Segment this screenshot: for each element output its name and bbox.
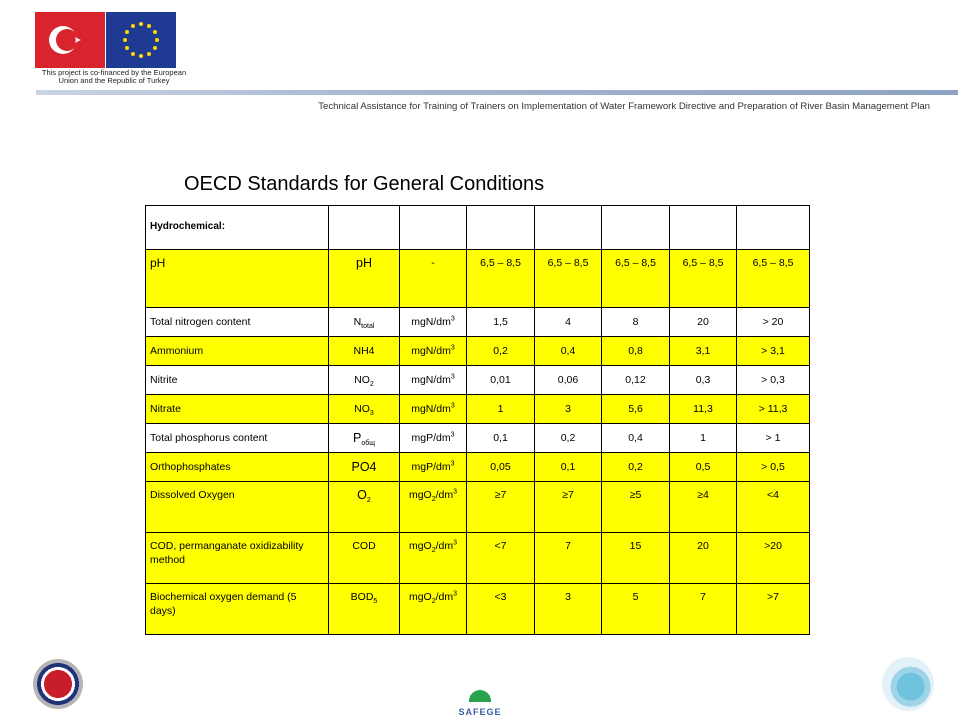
parameter-cell bbox=[146, 584, 329, 635]
unit-text: mgO bbox=[408, 489, 432, 501]
symbol-text: NO bbox=[354, 374, 370, 386]
header-label: Hydrochemical: bbox=[146, 206, 329, 250]
class-value: 5 bbox=[632, 591, 639, 603]
symbol-cell bbox=[329, 424, 400, 453]
symbol-text: N bbox=[353, 316, 362, 328]
value-cell bbox=[670, 424, 737, 453]
class-value: 0,2 bbox=[628, 461, 643, 473]
symbol-subscript: 5 bbox=[373, 598, 378, 606]
parameter-cell bbox=[146, 453, 329, 482]
value-cell bbox=[737, 584, 810, 635]
table-row bbox=[146, 395, 810, 424]
class-value: 3,1 bbox=[695, 345, 711, 357]
cfcu-logo bbox=[33, 659, 83, 709]
unit-superscript: 3 bbox=[450, 344, 455, 352]
parameter-name: Total phosphorus content bbox=[150, 432, 268, 444]
table-row bbox=[146, 250, 810, 308]
page-title: OECD Standards for General Conditions bbox=[184, 173, 545, 195]
class-value: ≥7 bbox=[494, 489, 507, 501]
turkey-flag-logo bbox=[35, 12, 105, 68]
unit-cell bbox=[400, 308, 467, 337]
class-value: 20 bbox=[697, 316, 709, 328]
safege-wordmark: SAFEGE bbox=[458, 707, 502, 717]
unit-superscript: 3 bbox=[453, 539, 458, 547]
header-cell bbox=[670, 206, 737, 250]
unit-tail: /dm bbox=[435, 591, 454, 603]
table-row bbox=[146, 337, 810, 366]
header-cell bbox=[329, 206, 400, 250]
value-cell bbox=[737, 533, 810, 584]
class-value: > 1 bbox=[765, 432, 781, 444]
table-row bbox=[146, 424, 810, 453]
class-value: 0,1 bbox=[493, 432, 508, 444]
value-cell bbox=[535, 482, 602, 533]
class-value: 0,12 bbox=[625, 374, 646, 386]
symbol-text: O bbox=[357, 488, 367, 502]
unit-text: mgO bbox=[408, 591, 432, 603]
unit-superscript: 3 bbox=[453, 590, 458, 598]
value-cell bbox=[535, 366, 602, 395]
class-value: >20 bbox=[764, 540, 782, 552]
parameter-cell bbox=[146, 250, 329, 308]
unit-tail: /dm bbox=[435, 540, 454, 552]
class-value: 0,2 bbox=[493, 345, 508, 357]
value-cell bbox=[535, 453, 602, 482]
unit-superscript: 3 bbox=[453, 488, 458, 496]
class-value: 1,5 bbox=[493, 316, 508, 328]
class-value: 0,5 bbox=[695, 461, 711, 473]
class-value: > 3,1 bbox=[761, 345, 785, 357]
value-cell bbox=[535, 250, 602, 308]
parameter-cell bbox=[146, 337, 329, 366]
table-header-row bbox=[146, 206, 810, 250]
table-row bbox=[146, 482, 810, 533]
value-cell bbox=[602, 482, 670, 533]
class-value: 0,01 bbox=[490, 374, 511, 386]
symbol-text: COD bbox=[352, 540, 376, 552]
table-row bbox=[146, 533, 810, 584]
symbol-subscript: общ bbox=[361, 439, 375, 447]
symbol-cell bbox=[329, 250, 400, 308]
unit-cell bbox=[400, 395, 467, 424]
symbol-text: pH bbox=[356, 256, 372, 270]
unit-text: mgN/dm bbox=[411, 374, 451, 386]
value-cell bbox=[737, 308, 810, 337]
class-value: 0,4 bbox=[560, 345, 576, 357]
value-cell bbox=[467, 453, 535, 482]
value-cell bbox=[535, 533, 602, 584]
header-cell bbox=[737, 206, 810, 250]
unit-cell bbox=[400, 584, 467, 635]
value-cell bbox=[670, 482, 737, 533]
class-value: 0,06 bbox=[557, 374, 579, 386]
parameter-cell bbox=[146, 424, 329, 453]
symbol-subscript: 2 bbox=[366, 497, 371, 505]
safege-mark-icon bbox=[469, 690, 491, 702]
value-cell bbox=[602, 366, 670, 395]
parameter-cell bbox=[146, 308, 329, 337]
parameter-cell bbox=[146, 482, 329, 533]
value-cell bbox=[602, 584, 670, 635]
safege-logo bbox=[448, 690, 512, 716]
class-value: 1 bbox=[497, 403, 504, 415]
parameter-name: Nitrate bbox=[150, 403, 181, 415]
class-value: 6,5 – 8,5 bbox=[615, 257, 656, 269]
parameter-cell bbox=[146, 366, 329, 395]
unit-superscript: 3 bbox=[450, 402, 455, 410]
parameter-cell bbox=[146, 395, 329, 424]
table-row bbox=[146, 584, 810, 635]
value-cell bbox=[670, 533, 737, 584]
symbol-cell bbox=[329, 337, 400, 366]
value-cell bbox=[535, 337, 602, 366]
symbol-subscript: 3 bbox=[369, 410, 374, 418]
class-value: > 0,3 bbox=[761, 374, 785, 386]
value-cell bbox=[670, 337, 737, 366]
class-value: 11,3 bbox=[693, 403, 713, 415]
unit-text: mgN/dm bbox=[411, 316, 451, 328]
class-value: ≥5 bbox=[629, 489, 642, 501]
value-cell bbox=[467, 366, 535, 395]
table-row bbox=[146, 308, 810, 337]
class-value: 0,05 bbox=[490, 461, 511, 473]
unit-text: - bbox=[431, 257, 435, 269]
class-value: <7 bbox=[494, 540, 507, 552]
table-row bbox=[146, 366, 810, 395]
unit-cell bbox=[400, 482, 467, 533]
symbol-cell bbox=[329, 482, 400, 533]
value-cell bbox=[535, 308, 602, 337]
header-cell bbox=[535, 206, 602, 250]
parameter-name: Biochemical oxygen demand (5 days) bbox=[150, 591, 297, 617]
class-value: <3 bbox=[494, 591, 507, 603]
parameter-name: Dissolved Oxygen bbox=[150, 489, 235, 501]
header-divider bbox=[36, 90, 958, 95]
unit-subscript: 2 bbox=[431, 496, 436, 504]
project-line: Technical Assistance for Training of Trainers on Implementation of Water Framework Directive and Preparation of River Basin Management Plan bbox=[318, 101, 930, 112]
symbol-text: BOD bbox=[350, 591, 374, 603]
parameter-name: Nitrite bbox=[150, 374, 178, 386]
symbol-text: P bbox=[352, 430, 362, 445]
value-cell bbox=[737, 482, 810, 533]
value-cell bbox=[602, 250, 670, 308]
value-cell bbox=[467, 584, 535, 635]
value-cell bbox=[737, 453, 810, 482]
class-value: 5,6 bbox=[628, 403, 643, 415]
class-value: 7 bbox=[565, 540, 571, 552]
class-value: 0,4 bbox=[628, 432, 643, 444]
value-cell bbox=[737, 395, 810, 424]
value-cell bbox=[467, 424, 535, 453]
value-cell bbox=[467, 482, 535, 533]
value-cell bbox=[602, 453, 670, 482]
value-cell bbox=[737, 337, 810, 366]
value-cell bbox=[535, 424, 602, 453]
unit-subscript: 2 bbox=[431, 598, 436, 606]
class-value: <4 bbox=[767, 489, 779, 501]
parameter-name: Orthophosphates bbox=[150, 461, 231, 473]
value-cell bbox=[670, 453, 737, 482]
parameter-name: Total nitrogen content bbox=[150, 316, 251, 328]
parameter-name: pH bbox=[150, 256, 166, 270]
value-cell bbox=[670, 395, 737, 424]
value-cell bbox=[467, 337, 535, 366]
value-cell bbox=[467, 250, 535, 308]
class-value: 15 bbox=[629, 540, 642, 552]
value-cell bbox=[467, 395, 535, 424]
symbol-cell bbox=[329, 366, 400, 395]
class-value: 6,5 – 8,5 bbox=[682, 257, 724, 269]
header-cell bbox=[602, 206, 670, 250]
class-value: 8 bbox=[632, 316, 639, 328]
class-value: > 11,3 bbox=[758, 403, 788, 415]
unit-subscript: 2 bbox=[431, 547, 436, 555]
unit-cell bbox=[400, 337, 467, 366]
cofinanced-text: This project is co-financed by the European Union and the Republic of Turkey bbox=[41, 68, 187, 85]
unit-cell bbox=[400, 424, 467, 453]
unit-cell bbox=[400, 250, 467, 308]
class-value: ≥7 bbox=[562, 489, 574, 501]
unit-cell bbox=[400, 453, 467, 482]
unit-text: mgP/dm bbox=[411, 432, 451, 444]
symbol-cell bbox=[329, 533, 400, 584]
unit-text: mgN/dm bbox=[411, 403, 451, 415]
value-cell bbox=[670, 308, 737, 337]
symbol-subscript: total bbox=[361, 323, 375, 331]
class-value: 0,1 bbox=[560, 461, 576, 473]
value-cell bbox=[602, 424, 670, 453]
eu-flag-logo bbox=[106, 12, 176, 68]
header-cell bbox=[400, 206, 467, 250]
symbol-cell bbox=[329, 308, 400, 337]
unit-cell bbox=[400, 533, 467, 584]
class-value: 0,3 bbox=[695, 374, 711, 386]
class-value: 6,5 – 8,5 bbox=[547, 257, 589, 269]
class-value: 4 bbox=[565, 316, 571, 328]
value-cell bbox=[602, 308, 670, 337]
class-value: > 20 bbox=[762, 316, 784, 328]
unit-superscript: 3 bbox=[450, 373, 455, 381]
class-value: 0,8 bbox=[628, 345, 643, 357]
class-value: 0,2 bbox=[560, 432, 576, 444]
value-cell bbox=[467, 308, 535, 337]
unit-tail: /dm bbox=[435, 489, 454, 501]
value-cell bbox=[670, 250, 737, 308]
symbol-cell bbox=[329, 395, 400, 424]
class-value: 3 bbox=[565, 591, 571, 603]
table-row bbox=[146, 453, 810, 482]
class-value: > 0,5 bbox=[761, 461, 785, 473]
unit-superscript: 3 bbox=[450, 431, 455, 439]
value-cell bbox=[737, 424, 810, 453]
value-cell bbox=[535, 395, 602, 424]
class-value: 20 bbox=[697, 540, 709, 552]
unit-superscript: 3 bbox=[450, 315, 455, 323]
value-cell bbox=[602, 395, 670, 424]
class-value: 6,5 – 8,5 bbox=[480, 257, 521, 269]
class-value: 1 bbox=[700, 432, 706, 444]
parameter-name: Ammonium bbox=[150, 345, 204, 357]
symbol-cell bbox=[329, 453, 400, 482]
unit-text: mgP/dm bbox=[411, 461, 451, 473]
unit-superscript: 3 bbox=[450, 460, 455, 468]
value-cell bbox=[602, 337, 670, 366]
value-cell bbox=[535, 584, 602, 635]
unit-cell bbox=[400, 366, 467, 395]
value-cell bbox=[670, 584, 737, 635]
class-value: 3 bbox=[565, 403, 571, 415]
symbol-subscript: 2 bbox=[369, 381, 374, 389]
class-value: >7 bbox=[767, 591, 779, 603]
parameter-cell bbox=[146, 533, 329, 584]
parameter-name: COD, permanganate oxidizability method bbox=[150, 540, 304, 566]
value-cell bbox=[467, 533, 535, 584]
value-cell bbox=[602, 533, 670, 584]
symbol-text: NO bbox=[354, 403, 370, 415]
value-cell bbox=[670, 366, 737, 395]
oecd-standards-table bbox=[145, 205, 810, 635]
class-value: ≥4 bbox=[697, 489, 709, 501]
ministry-logo bbox=[882, 657, 934, 711]
header-cell bbox=[467, 206, 535, 250]
value-cell bbox=[737, 366, 810, 395]
unit-text: mgO bbox=[408, 540, 432, 552]
class-value: 6,5 – 8,5 bbox=[752, 257, 794, 269]
class-value: 7 bbox=[700, 591, 706, 603]
symbol-text: NH4 bbox=[353, 345, 375, 357]
unit-text: mgN/dm bbox=[411, 345, 451, 357]
symbol-text: PO4 bbox=[351, 459, 377, 474]
symbol-cell bbox=[329, 584, 400, 635]
value-cell bbox=[737, 250, 810, 308]
